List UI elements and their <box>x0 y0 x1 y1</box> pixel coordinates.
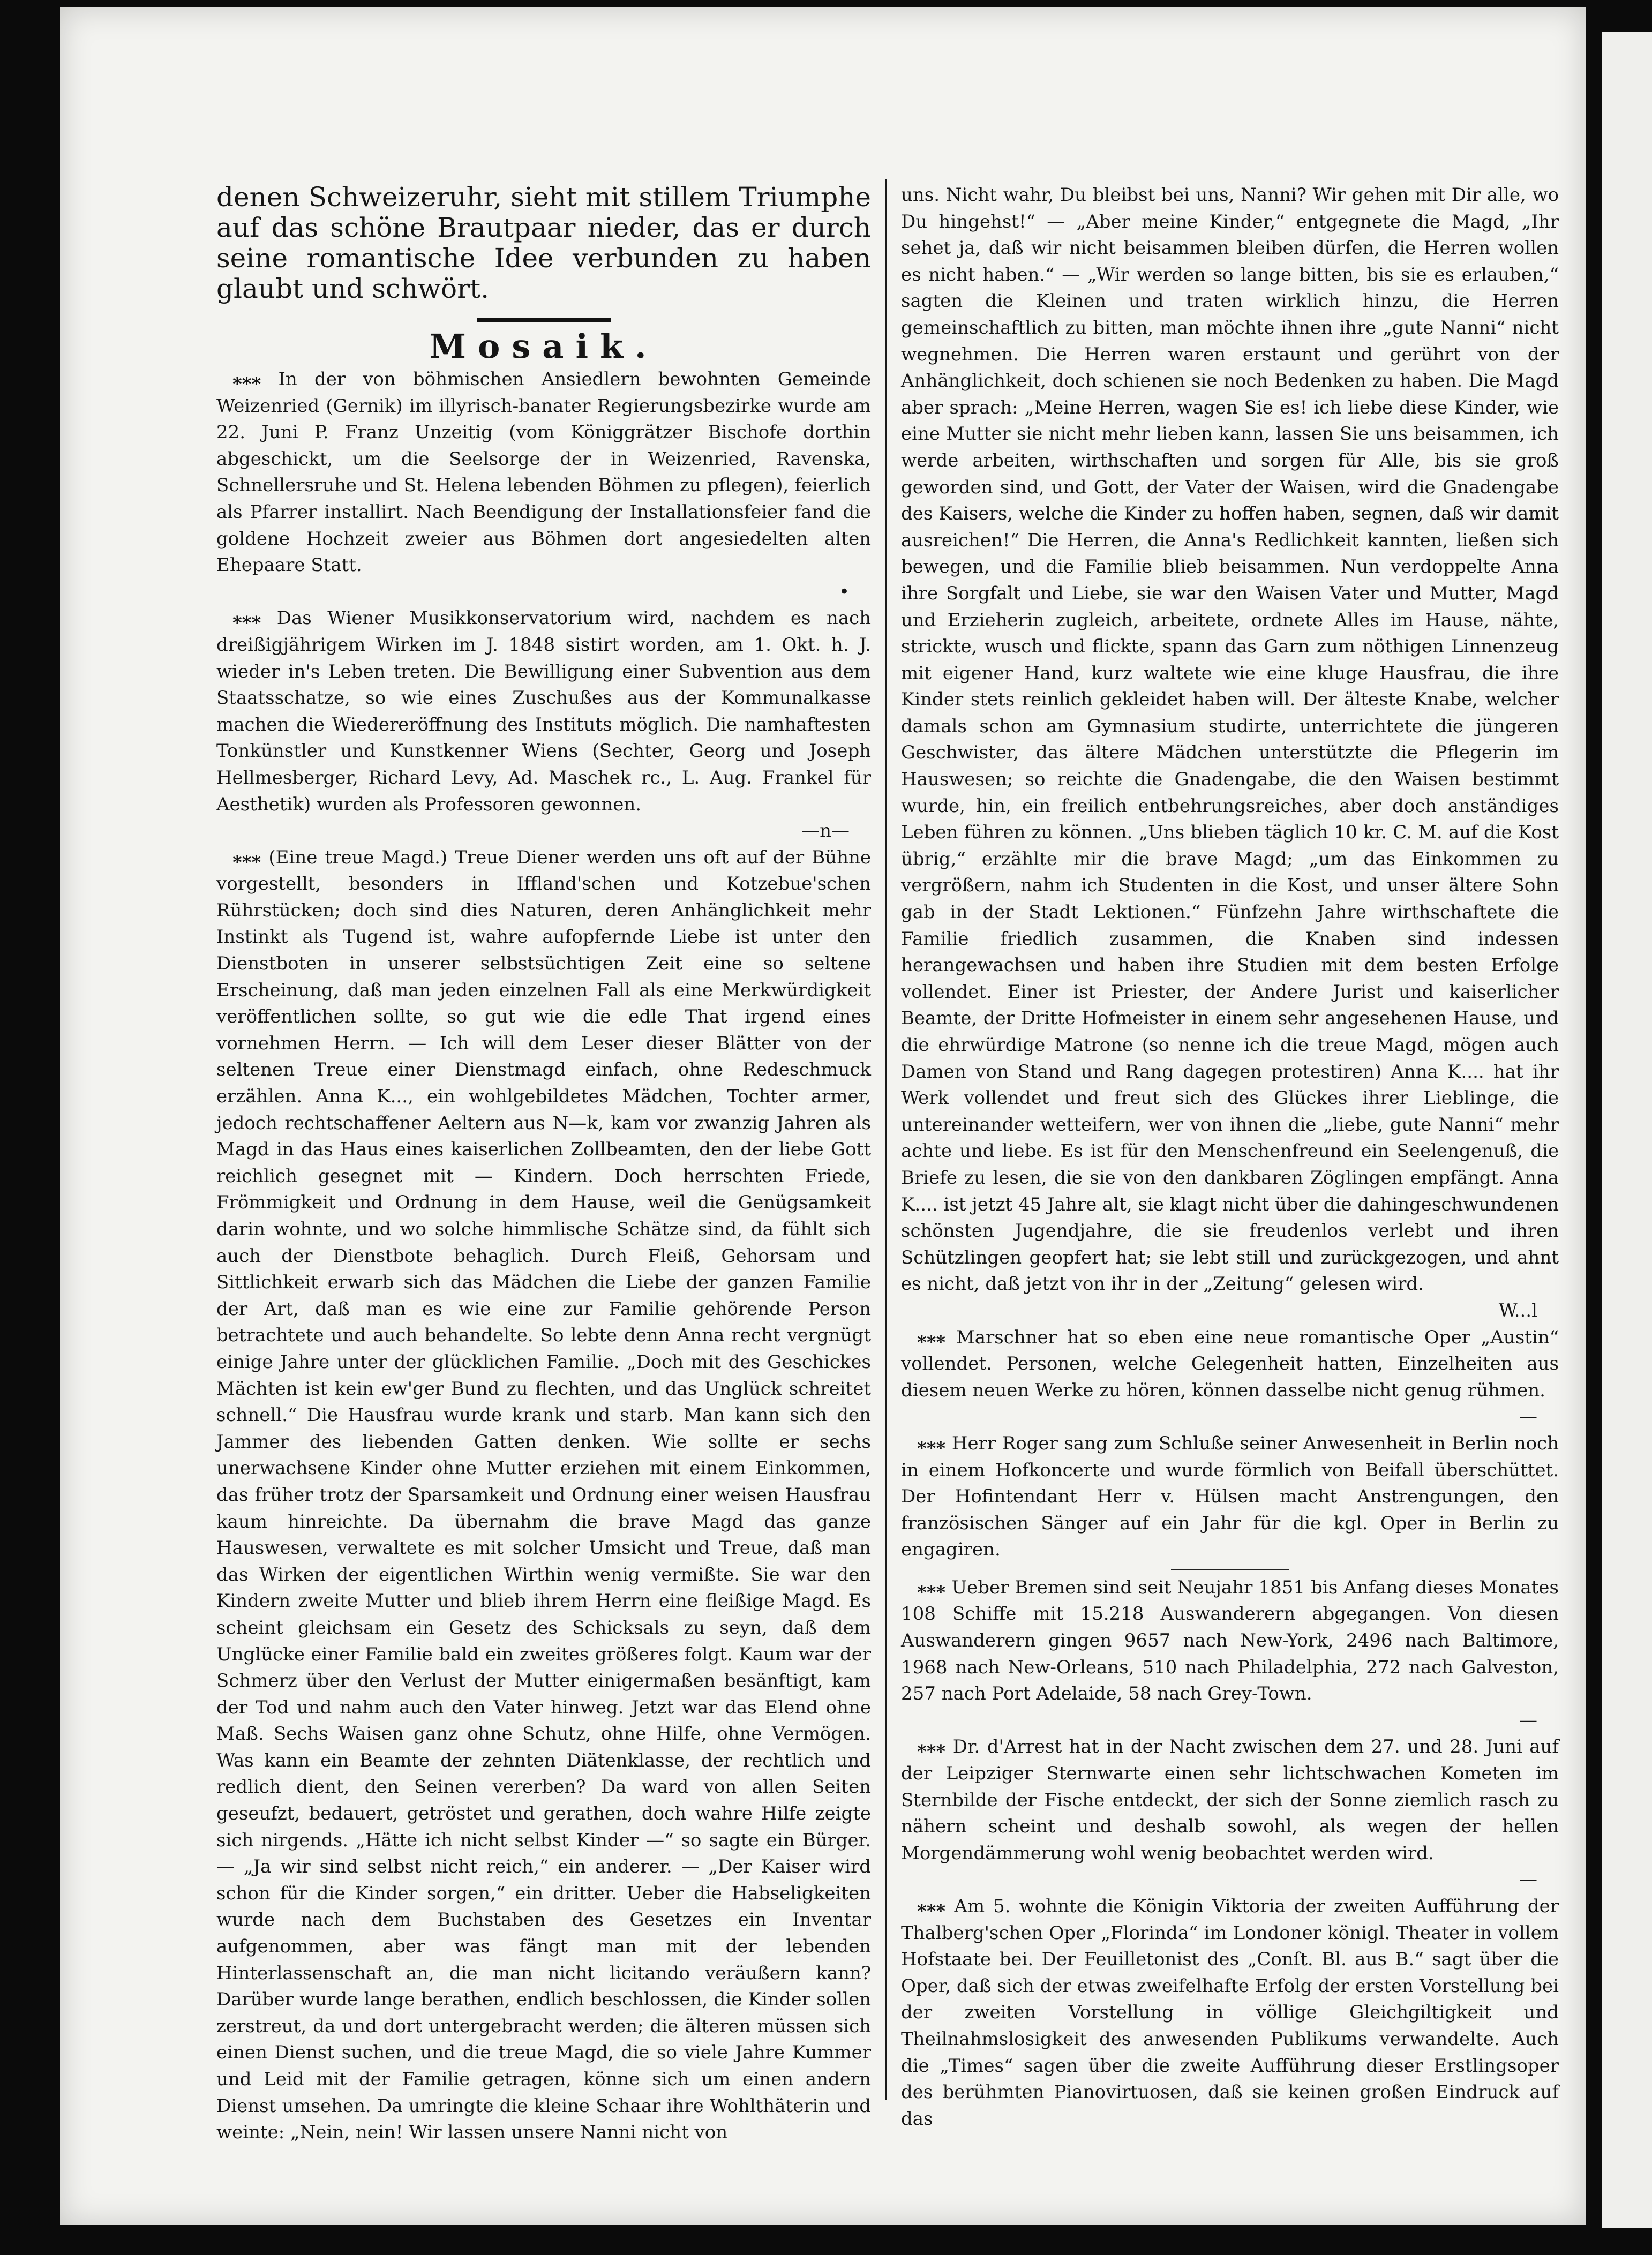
news-item <box>901 1325 1559 1431</box>
asterism-icon: ⁎⁎⁎ <box>917 1576 946 1598</box>
news-signature: — <box>1519 1406 1537 1428</box>
asterism-icon: ⁎⁎⁎ <box>917 1736 946 1758</box>
news-text: Herr Roger sang zum Schluße seiner Anwesenheit in Berlin noch in einem Hofkoncerte und wurde förmlich von Beifall überschüttet. Der Hofintendant Herr v. Hülsen macht Anstrengungen, den französischen Sänger auf ein Jahr für die kgl. Oper in Berlin zu engagiren. <box>901 1432 1559 1561</box>
news-item <box>901 1893 1559 2132</box>
right-column <box>901 182 1559 2132</box>
next-page-edge <box>1602 32 1652 2228</box>
news-item <box>216 366 871 605</box>
news-text: Das Wiener Musikkonservatorium wird, nachdem es nach dreißigjährigem Wirken im J. 1848 sistirt worden, am 1. Okt. h. J. wieder in's Leben treten. Die Bewilligung einer Subvention aus dem Staatsschatze, so wie eines Zuschußes aus der Kommunalkasse machen die Wiedereröffnung des Instituts möglich. Die namhaftesten Tonkünstler und Kunstkenner Wiens (Sechter, Georg und Joseph Hellmesberger, Richard Levy, Ad. Maschek rc., L. Aug. Frankel für Aesthetik) wurden als Professoren gewonnen. <box>216 607 871 815</box>
news-signature: W...l <box>1498 1299 1537 1321</box>
heading-rule <box>477 318 611 322</box>
news-signature: —n— <box>801 820 850 842</box>
news-text: Dr. d'Arrest hat in der Nacht zwischen dem 27. und 28. Juni auf der Leipziger Sternwarte einen sehr lichtschwachen Kometen im Sternbilde der Fische entdeckt, der sich der Sonne ziemlich rasch zu nähern scheint und deshalb sowohl, als wegen der hellen Morgendämmerung wohl wenig beobachtet werden wird. <box>901 1736 1559 1864</box>
intro-paragraph: denen Schweizeruhr, sieht mit stillem Triumphe auf das schöne Brautpaar nieder, das er durch seine romantische Idee verbunden zu haben glaubt und schwört. <box>216 182 871 304</box>
left-column <box>216 182 871 2146</box>
asterism-icon: ⁎⁎⁎ <box>917 1896 946 1917</box>
asterism-icon: ⁎⁎⁎ <box>917 1326 946 1348</box>
news-item <box>901 1575 1559 1734</box>
news-text: Am 5. wohnte die Königin Viktoria der zweiten Aufführung der Thalberg'schen Oper „Florinda“ im Londoner königl. Theater in vollem Hofstaate bei. Der Feuilletonist des „Conſt. Bl. aus B.“ sagt über die Oper, daß sich der etwas zweifelhafte Erfolg der ersten Vorstellung bei der zweiten Vorstellung in völlige Gleichgiltigkeit und Theilnahmslosigkeit des anwesenden Publikums verwandelte. Auch die „Times“ sagen über die zweite Aufführung dieser Erstlingsoper des berühmten Pianovirtuosen, daß sie keinen großen Eindruck auf das <box>901 1896 1559 2130</box>
news-text: Ueber Bremen sind seit Neujahr 1851 bis Anfang dieses Monates 108 Schiffe mit 15.218 Auswanderern abgegangen. Von diesen Auswanderern gingen 9657 nach New-York, 2496 nach Baltimore, 1968 nach New-Orleans, 510 nach Philadelphia, 272 nach Galveston, 257 nach Port Adelaide, 58 nach Grey-Town. <box>901 1576 1559 1705</box>
news-signature: — <box>1519 1869 1537 1891</box>
asterism-icon: ⁎⁎⁎ <box>232 369 261 390</box>
news-text: uns. Nicht wahr, Du bleibst bei uns, Nanni? Wir gehen mit Dir alle, wo Du hingehst!“ — „Aber meine Kinder,“ entgegnete die Magd, „Ihr sehet ja, daß wir nicht beisammen bleiben dürfen, die Herren wollen es nicht haben.“ — „Wir werden so lange bitten, bis sie es erlauben,“ sagten die Kleinen und traten wirklich hinzu, die Herren gemeinschaftlich zu bitten, man möchte ihnen ihre „gute Nanni“ nicht wegnehmen. Die Herren waren erstaunt und gerührt von der Anhänglichkeit, doch schienen sie noch Bedenken zu haben. Die Magd aber sprach: „Meine Herren, wagen Sie es! ich liebe diese Kinder, wie eine Mutter sie nicht mehr lieben kann, lassen Sie uns beisammen, ich werde arbeiten, wirthschaften und sorgen für Alle, bis sie groß geworden sind, und Gott, der Vater der Waisen, wird die Gnadengabe des Kaisers, welche die Kinder zu hoffen haben, segnen, daß wir damit ausreichen!“ Die Herren, die Anna's Redlichkeit kannten, ließen sich bewegen, und die Familie blieb beisammen. Nun verdoppelte Anna ihre Sorgfalt und Liebe, sie war den Waisen Vater und Mutter, Magd und Erzieherin zugleich, arbeitete, ordnete Alles im Hause, nähte, strickte, wusch und flickte, spann das Garn zum nöthigen Linnenzeug mit eigener Hand, kurz waltete wie eine kluge Hausfrau, die ihre Kinder stets reinlich gekleidet haben will. Der älteste Knabe, welcher damals schon am Gymnasium studirte, unterrichtete die jüngeren Geschwister, das ältere Mädchen unterstützte die Pflegerin im Hauswesen; so reichte die Gnadengabe, die den Waisen bestimmt wurde, hin, ein freilich entbehrungsreiches, aber doch anständiges Leben führen zu können. „Uns blieben täglich 10 kr. C. M. auf die Kost übrig,“ erzählte mir die brave Magd; „um das Einkommen zu vergrößern, nahm ich Studenten in die Kost, und unser ältere Sohn gab in der Stadt Lektionen.“ Fünfzehn Jahre wirthschaftete die Familie friedlich zusammen, die Knaben sind indessen herangewachsen und haben ihre Studien mit dem besten Erfolge vollendet. Einer ist Priester, der Andere Jurist und kaiserlicher Beamte, der Dritte Hofmeister in einem sehr angesehenen Hause, und die ehrwürdige Matrone (so nenne ich die treue Magd, mögen auch Damen von Stand und Rang dagegen protestiren) Anna K.... hat ihr Werk vollendet und freut sich des Glückes ihrer Lieblinge, die untereinander wetteifern, wer von ihnen die „liebe, gute Nanni“ mehr achte und liebe. Es ist für den Menschenfreund ein Seelengenuß, die Briefe zu lesen, die sie von den dankbaren Zöglingen empfängt. Anna K.... ist jetzt 45 Jahre alt, sie klagt nicht über die dahingeschwundenen schönsten Jugendjahre, die sie freudenlos verlebt und ihren Schützlingen geopfert hat; sie lebt still und zurückgezogen, und ahnt es nicht, daß jetzt von ihr in der „Zeitung“ gelesen wird. <box>901 184 1559 1295</box>
section-title: Mosaik. <box>429 327 658 366</box>
news-item <box>216 845 871 2146</box>
asterism-icon: ⁎⁎⁎ <box>232 607 261 629</box>
news-item <box>216 605 871 844</box>
asterism-icon: ⁎⁎⁎ <box>917 1432 946 1454</box>
news-text: In der von böhmischen Ansiedlern bewohnten Gemeinde Weizenried (Gernik) im illyrisch-banater Regierungsbezirke wurde am 22. Juni P. Franz Unzeitig (vom Königgrätzer Bischofe dorthin abgeschickt, um die Seelsorge der in Weizenried, Ravenska, Schnellersruhe und St. Helena lebenden Böhmen zu pflegen), feierlich als Pfarrer installirt. Nach Beendigung der Installationsfeier fand die goldene Hochzeit zweier aus Böhmen dort angesiedelten alten Ehepaare Statt. <box>216 369 871 576</box>
news-item <box>901 1734 1559 1893</box>
news-text: (Eine treue Magd.) Treue Diener werden uns oft auf der Bühne vorgestellt, besonders in Iffland'schen und Kotzebue'schen Rührstücken; doch sind dies Naturen, deren Anhänglichkeit mehr Instinkt als Tugend ist, wahre aufopfernde Liebe ist unter den Dienstboten in unserer selbstsüchtigen Zeit eine so seltene Erscheinung, daß man jeden einzelnen Fall als eine Merkwürdigkeit veröffentlichen sollte, so gut wie die edle That irgend eines vornehmen Herrn. — Ich will dem Leser dieser Blätter von der seltenen Treue einer Dienstmagd einfach, ohne Redeschmuck erzählen. Anna K..., ein wohlgebildetes Mädchen, Tochter armer, jedoch rechtschaffener Aeltern aus N—k, kam vor zwanzig Jahren als Magd in das Haus eines kaiserlichen Zollbeamten, den der liebe Gott reichlich gesegnet mit — Kindern. Doch herrschten Friede, Frömmigkeit und Ordnung in dem Hause, weil die Genügsamkeit darin wohnte, und wo solche himmlische Schätze sind, da fühlt sich auch der Dienstbote behaglich. Durch Fleiß, Gehorsam und Sittlichkeit erwarb sich das Mädchen die Liebe der ganzen Familie der Art, daß man es wie eine zur Familie gehörende Person betrachtete und auch behandelte. So lebte denn Anna recht vergnügt einige Jahre unter der glücklichen Familie. „Doch mit des Geschickes Mächten ist kein ew'ger Bund zu flechten, und das Unglück schreitet schnell.“ Die Hausfrau wurde krank und starb. Man kann sich den Jammer des liebenden Gatten denken. Wie sollte er sechs unerwachsene Kinder ohne Mutter erziehen mit einem Einkommen, das früher trotz der Sparsamkeit und Ordnung einer weisen Hausfrau kaum hinreichte. Da übernahm die brave Magd das ganze Hauswesen, verwaltete es mit solcher Umsicht und Treue, daß man das Wirken der eigentlichen Wirthin wenig vermißte. Sie war den Kindern zweite Mutter und blieb ihrem Herrn eine fleißige Magd. Es scheint gleichsam ein Gesetz des Schicksals zu seyn, daß dem Unglücke einer Familie bald ein zweites größeres folgt. Kaum war der Schmerz über den Verlust der Mutter einigermaßen besänftigt, kam der Tod und nahm auch den Vater hinweg. Jetzt war das Elend ohne Maß. Sechs Waisen ganz ohne Schutz, ohne Hilfe, ohne Vermögen. Was kann ein Beamte der zehnten Diätenklasse, der rechtlich und redlich dient, den Seinen vererben? Da ward von allen Seiten geseufzt, bedauert, getröstet und gerathen, doch wahre Hilfe zeigte sich nirgends. „Hätte ich nicht selbst Kinder —“ so sagte ein Bürger. — „Ja wir sind selbst nicht reich,“ ein anderer. — „Der Kaiser wird schon für die Kinder sorgen,“ ein dritter. Ueber die Habseligkeiten wurde nach dem Buchstaben des Gesetzes ein Inventar aufgenommen, aber was fängt man mit der lebenden Hinterlassenschaft an, die man nicht licitando veräußern kann? Darüber wurde lange berathen, endlich beschlossen, die Kinder sollen zerstreut, da und dort untergebracht werden; die älteren müssen sich einen Dienst suchen, und die treue Magd, die so viele Jahre Kummer und Leid mit der Familie getragen, könne sich um einen andern Dienst umsehen. Da umringte die kleine Schaar ihre Wohlthäterin und weinte: „Nein, nein! Wir lassen unsere Nanni nicht von <box>216 846 871 2144</box>
news-item <box>901 1431 1559 1564</box>
news-signature: • <box>838 581 850 603</box>
news-text: Marschner hat so eben eine neue romantische Oper „Austin“ vollendet. Personen, welche Gelegenheit hatten, Einzelheiten aus diesem neuen Werke zu hören, können dasselbe nicht genug rühmen. <box>901 1326 1559 1401</box>
news-signature: — <box>1519 1709 1537 1731</box>
column-divider <box>885 179 887 2100</box>
news-item-continuation <box>901 182 1559 1325</box>
section-separator <box>1171 1569 1289 1570</box>
asterism-icon: ⁎⁎⁎ <box>232 846 261 868</box>
